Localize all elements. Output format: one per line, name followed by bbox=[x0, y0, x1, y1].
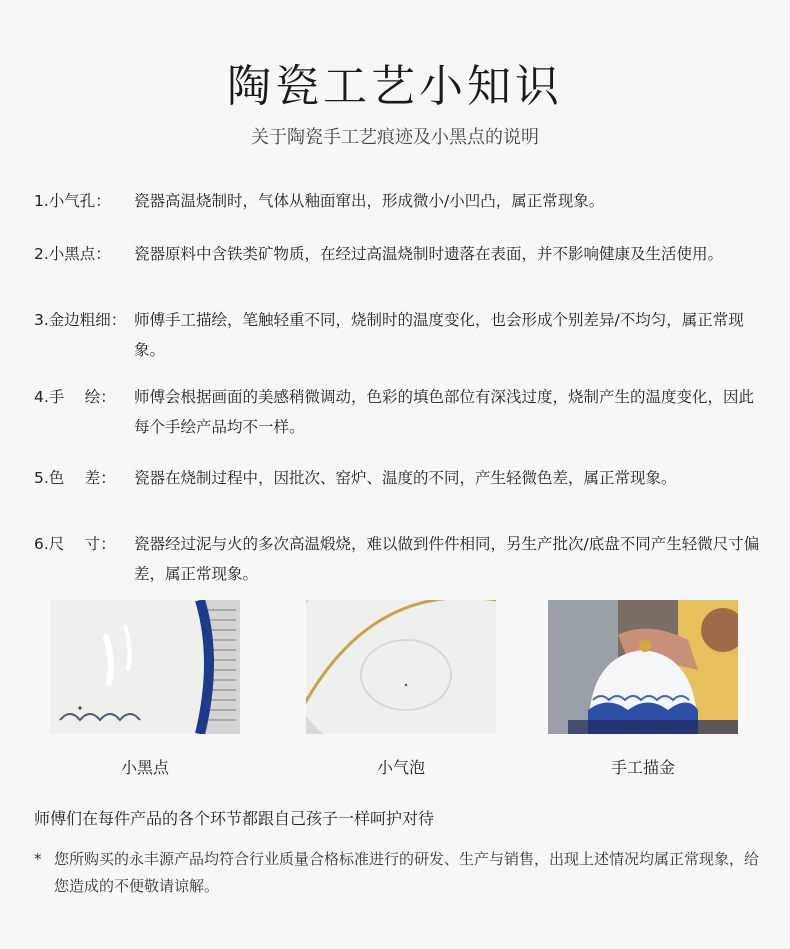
footer-statement: 师傅们在每件产品的各个环节都跟自己孩子一样呵护对待 bbox=[34, 809, 435, 828]
info-item-text: 瓷器高温烧制时，气体从釉面窜出，形成微小/小凹凸，属正常现象。 bbox=[134, 192, 605, 210]
porcelain-closeup-image bbox=[50, 600, 240, 734]
footer-note-text: 您所购买的永丰源产品均符合行业质量合格标准进行的研发、生产与销售，出现上述情况均属正常现象，给您造成的不便敬请谅解。 bbox=[54, 850, 760, 895]
info-item-pores bbox=[34, 186, 764, 216]
info-item-text: 瓷器原料中含铁类矿物质，在经过高温烧制时遗落在表面，并不影响健康及生活使用。 bbox=[134, 245, 724, 263]
info-item-color-difference bbox=[34, 463, 764, 493]
info-item-size bbox=[34, 529, 764, 589]
page-title: 陶瓷工艺小知识 bbox=[227, 61, 563, 112]
info-item-label: 3.金边粗细： bbox=[34, 311, 127, 329]
bowl-interior-image bbox=[306, 600, 496, 734]
photo-caption-bubbles: 小气泡 bbox=[376, 758, 425, 777]
info-item-label: 6.尺 寸： bbox=[34, 535, 116, 553]
info-item-label: 1.小气孔： bbox=[34, 192, 111, 210]
info-item-text: 师傅会根据画面的美感稍微调动，色彩的填色部位有深浅过度，烧制产生的温度变化，因此每个手绘产品均不一样。 bbox=[134, 388, 755, 436]
footer-note bbox=[34, 846, 764, 900]
info-item-text: 瓷器经过泥与火的多次高温煅烧，难以做到件件相同，另生产批次/底盘不同产生轻微尺寸偏差，属正常现象。 bbox=[134, 535, 760, 583]
hand-gilding-image bbox=[548, 600, 738, 734]
info-item-text: 师傅手工描绘，笔触轻重不同，烧制时的温度变化，也会形成个别差异/不均匀，属正常现象。 bbox=[134, 311, 744, 359]
info-item-hand-painted bbox=[34, 382, 764, 442]
info-item-label: 4.手 绘： bbox=[34, 388, 116, 406]
info-item-text: 瓷器在烧制过程中，因批次、窑炉、温度的不同，产生轻微色差，属正常现象。 bbox=[134, 469, 677, 487]
info-item-label: 2.小黑点： bbox=[34, 245, 111, 263]
info-item-gold-rim bbox=[34, 305, 764, 365]
photo-caption-hand-gilding: 手工描金 bbox=[610, 758, 675, 777]
photo-caption-black-dots: 小黑点 bbox=[120, 758, 169, 777]
info-item-black-dots bbox=[34, 239, 764, 269]
asterisk-icon: * bbox=[34, 850, 42, 868]
info-item-label: 5.色 差： bbox=[34, 469, 116, 487]
page-subtitle: 关于陶瓷手工艺痕迹及小黑点的说明 bbox=[251, 127, 539, 148]
